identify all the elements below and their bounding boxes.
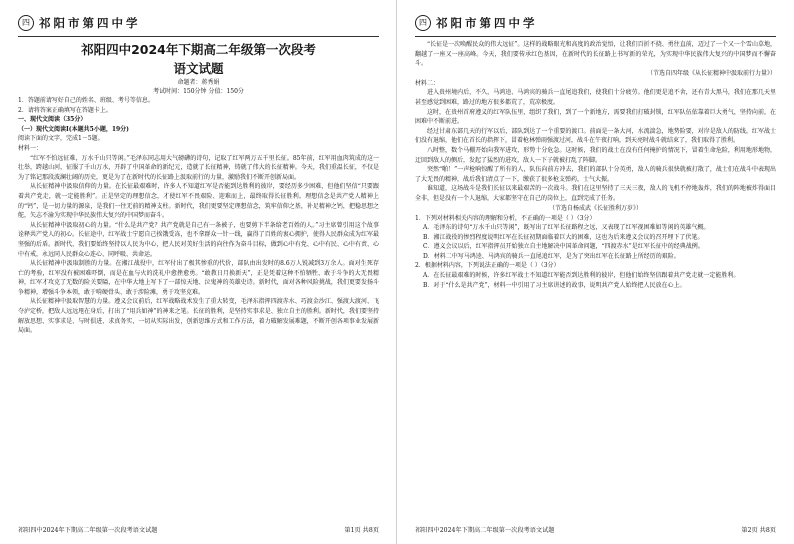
paragraph: 这时，在贵州首府遵义的红军队伍里，组织了我们，到了一个新地方，需要我们打破封锁，红军队伍依靠着巨大勇气，坚持向前，在困难中不断前进。 [415,108,776,126]
header-rule [415,36,776,37]
instruction-2: 2．请将答案正确填写在答题卡上。 [18,106,112,114]
paragraph: 进入贵州境内后，不久，马鸿逵、马鸿宾的骑兵一直尾追我们，使我们十分疲劳。他们更是追不舍，还有青大黑马，我们在那几天里甚至感觉到困难，路过的地方很多都荒了，荒凉极度。 [415,89,776,106]
question-option: B．对于“什么是共产党”，材料一中引用了习主席讲述的故事，说明共产党人始终把人民放在心上。 [423,281,686,289]
paragraph: “长征是一次唤醒民众的伟大远征”。这样的战略眼光和高度的政治觉悟，让我们百折不挠、勇往直前，迈过了一个又一个雪山草地，翻越了一座又一座高峰。今天，我们要传承红色基因，在新时代的长征路上书写新的荣光，为实现中华民族伟大复兴的中国梦而不懈奋斗。 [415,41,776,68]
page-footer [18,525,379,534]
paragraph: 突然“啪！”一声枪响惊醒了所有的人，队伍向前方冲去，我们的部队十分英勇，敌人的骑兵很快就被打散了，战士们在战斗中表现出了大无畏的精神，战后我们清点了一下，缴获了很多枪支弹药，士气大振。 [415,166,776,183]
question-stem: 2．根据材料内容，下列说法正确的一项是（ ）（3分） [415,262,560,270]
school-logo-icon: 四 [415,15,431,31]
source-note: （节选自杨成武《长征胜利万岁》） [548,204,642,212]
header-rule [18,36,379,37]
question-option: A．在长征最艰难的时候，许多红军战士不知道红军能否到达胜利的彼岸，但他们始终坚信跟着共产党走就一定能胜利。 [423,272,740,280]
instruction-1: 1．答题前请写好自己的姓名、班级、考号等信息。 [18,97,154,104]
subsection-heading: （一）现代文阅读Ⅰ(本题共5小题，19分) [18,125,130,133]
paragraph: 从长征精神中汲取智慧的力量。遵义会议前后，红军战略战术发生了重大转变，毛泽东指挥四渡赤水、巧渡金沙江、强渡大渡河、飞夺泸定桥，把敌人远远甩在身后，打出了“用兵如神”的神来之笔。长征的胜利，是坚持实事求是、独立自主的胜利。新时代，我们要坚持解放思想、实事求是、与时俱进、求真务实，一切从实际出发，创新思维方式和工作方法，着力破解发展难题，不断开创各项事业发展新局面。 [18,298,379,335]
page-footer [415,525,776,534]
material-label: 材料二： [415,79,440,87]
question-option: A．毛泽东的诗句“万水千山只等闲”，既写出了红军长征路程之远，又表现了红军视困难如等闲的英雄气概。 [423,224,710,232]
source-note: （节选自四年级《从长征精神中汲取前行力量》） [646,69,776,77]
exam-title: 祁阳四中2024年下期高二年级第一次段考 [81,42,316,57]
school-logo-icon: 四 [18,15,34,31]
paragraph: 从长征精神中汲取信仰的力量。在长征最艰难时，许多人不知道红军是否能到达胜利的彼岸，要经历多少困难，但他们坚信“只要跟着共产党走，就一定能胜利”。正是坚定的理想信念，才使红军不畏艰险、迎难而上，最终取得长征胜利。理想信念是共产党人精神上的“钙”，是一切力量的源泉，是我们一往无前的精神支柱。新时代，我们更要坚定理想信念，筑牢信仰之基，补足精神之钙，把稳思想之舵，矢志不渝为实现中华民族伟大复兴的中国梦而奋斗。 [18,183,379,220]
paragraph: “红军不怕远征难，万水千山只等闲。”毛泽东同志用大气磅礴的诗句，记取了红军两万五千里长征。85年前，红军用血肉筑成的这一壮举，跨越山河，征服了千山万水，开辟了中国革命的新纪元，造就了长征精神，铸就了伟大的长征精神。今天，我们重温长征，不仅是为了铭记那段波澜壮阔的历史，更是为了在新时代的长征路上汲取前行的力量，激励我们不断开创新局面。 [18,154,379,181]
paragraph: 八时整，数个马棚开始向我军进攻，形势十分危急。这时候，我们的战士在没有任何掩护的情况下，冒着生命危险，利用地形地物，迂回到敌人的侧后，发起了猛烈的进攻，敌人一下子就被打乱了阵脚。 [415,146,776,164]
paragraph: 经过甘肃东部几天的行军以后，部队到达了一个重要的渡口。前面是一条大河，水流湍急，地势险要，对岸是敌人的防线。红军战士们没有退缩，他们在首长的指挥下，冒着枪林弹雨强渡过河，战斗在午夜打响，到天亮时战斗就结束了，我们取得了胜利。 [415,127,776,145]
footer-title: 祁阳四中2024年下期高二年级第一次段考语文试题 [18,527,158,534]
time-score: 考试时间：150分钟 分值：150分 [153,88,244,95]
paragraph: 从长征精神中汲取初心的力量。“什么是共产党？共产党就是自己有一条被子，也要剪下半条给老百姓的人。”习主席曾引用这个故事诠释共产党人的初心。长征途中，红军战士宁愿自己挨饿受冻，也不拿群众一针一线，赢得了百姓的衷心拥护，使得人民群众成为红军最坚强的后盾。新时代，我们要始终坚持以人民为中心，把人民对美好生活的向往作为奋斗目标，做到心中有党、心中有民、心中有责、心中有戒，永远同人民群众心连心、同呼吸、共命运。 [18,221,379,258]
school-header [18,12,379,34]
page-number: 第2页 共8页 [741,527,776,534]
footer-title: 祁阳四中2024年下期高二年级第一次段考语文试题 [415,527,555,534]
setter: 命题者：蒋秀娟 [177,79,220,86]
school-name: 祁阳市第四中学 [39,16,141,30]
page-right [397,0,794,544]
school-name: 祁阳市第四中学 [436,16,538,30]
question-option: C．遵义会议以后，红军指挥员开始独立自主地解决中国革命问题，“四渡赤水”是红军长征中的经典战例。 [423,243,704,251]
question-option: B．湘江战役的惨烈程度说明红军在长征初期面临着巨大的困难，这也为后来遵义会议的召开埋下了伏笔。 [423,233,704,241]
paragraph: 谁知道，这场战斗是我们长征以来最艰苦的一次战斗。我们在这里坚持了三天三夜，敌人的飞机不停地轰炸，我们的阵地被炸得面目全非，但是没有一个人退缩，大家都坚守在自己的岗位上，直到完成了任务。 [415,185,776,202]
section-heading: 一、现代文阅读（35分） [18,116,87,124]
reading-hint: 阅读下面的文字，完成1－5题。 [18,135,104,143]
question-option: D．材料二中写马鸿逵、马鸿宾的骑兵一直尾追红军，是为了突出红军在长征路上所经历的艰险。 [423,252,680,260]
school-header [415,12,776,34]
paragraph: 从长征精神中汲取制胜的力量。在湘江战役中，红军付出了极其惨重的代价，部队由出发时的8.6万人锐减到3万余人。面对生死存亡的考验，红军没有被困难吓倒，而是在血与火的洗礼中愈挫愈勇。“敢教日月换新天”，正是凭着这种不怕牺牲、敢于斗争的大无畏精神，红军才攻克了无数的险关要隘，在中华大地上写下了一部惊天地、泣鬼神的英雄史诗。新时代，面对各种风险挑战，我们更要发扬斗争精神，增强斗争本领，敢于啃硬骨头、敢于涉险滩，勇于攻坚克难。 [18,260,379,296]
question-stem: 1．下列对材料相关内容的理解和分析，不正确的一项是（ ）（3分） [415,214,596,222]
page-number: 第1页 共8页 [344,527,379,534]
material-label: 材料一： [18,144,43,152]
subject-title: 语文试题 [173,61,224,76]
